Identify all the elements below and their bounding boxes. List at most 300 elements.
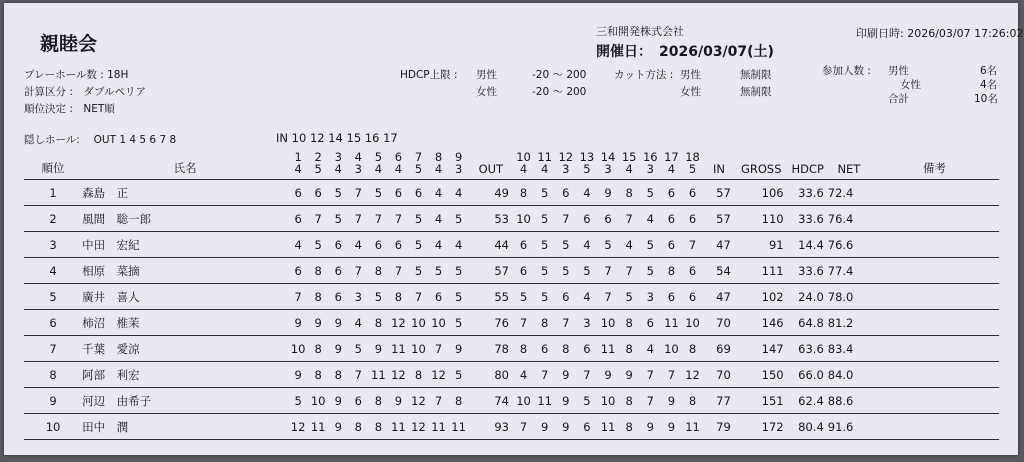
rank-cell: 1 bbox=[24, 180, 82, 206]
net-cell: 83.4 bbox=[828, 336, 870, 362]
hole-score: 6 bbox=[513, 232, 534, 258]
gross-cell: 110 bbox=[735, 206, 788, 232]
hole-header-8 bbox=[429, 150, 449, 180]
hole-score: 5 bbox=[640, 180, 661, 206]
hole-number: 17 bbox=[664, 150, 679, 164]
hole-header-13 bbox=[576, 150, 597, 180]
hole-score: 11 bbox=[388, 414, 408, 440]
hole-score: 7 bbox=[682, 232, 703, 258]
out-total: 44 bbox=[469, 232, 513, 258]
hole-score: 7 bbox=[429, 388, 449, 414]
in-header: IN bbox=[703, 150, 735, 180]
hole-score: 6 bbox=[598, 206, 619, 232]
name-cell: 阿部 利宏 bbox=[82, 362, 288, 388]
hole-par: 5 bbox=[583, 162, 591, 176]
hole-par: 3 bbox=[454, 162, 463, 176]
hole-score: 7 bbox=[408, 284, 428, 310]
name-cell: 田中 潤 bbox=[82, 414, 288, 440]
hole-par: 3 bbox=[562, 162, 570, 176]
net-cell: 84.0 bbox=[828, 362, 870, 388]
name-cell: 廣井 喜人 bbox=[82, 284, 288, 310]
hole-score: 7 bbox=[348, 180, 368, 206]
gross-header: GROSS bbox=[735, 150, 788, 180]
hole-score: 9 bbox=[328, 336, 348, 362]
notes-cell bbox=[870, 310, 999, 336]
hole-score: 9 bbox=[555, 362, 576, 388]
hole-score: 12 bbox=[682, 362, 703, 388]
hole-header-6 bbox=[388, 150, 408, 180]
hole-score: 5 bbox=[429, 258, 449, 284]
hole-score: 4 bbox=[429, 206, 449, 232]
in-total: 57 bbox=[703, 180, 735, 206]
hole-score: 5 bbox=[408, 258, 428, 284]
hole-number: 6 bbox=[394, 150, 403, 164]
hdcp-cell: 24.0 bbox=[788, 284, 828, 310]
name-cell: 柿沼 椎茉 bbox=[82, 310, 288, 336]
name-cell: 風間 聡一郎 bbox=[82, 206, 288, 232]
male-count: 6名 bbox=[980, 65, 998, 77]
hole-score: 7 bbox=[388, 206, 408, 232]
hole-score: 6 bbox=[513, 258, 534, 284]
hole-score: 4 bbox=[576, 232, 597, 258]
table-row bbox=[24, 388, 999, 414]
hole-header-16 bbox=[640, 150, 661, 180]
hole-par: 3 bbox=[604, 162, 612, 176]
table-row bbox=[24, 362, 999, 388]
hole-par: 4 bbox=[394, 162, 403, 176]
hole-score: 7 bbox=[368, 206, 388, 232]
name-cell: 河辺 由希子 bbox=[82, 388, 288, 414]
hole-score: 6 bbox=[288, 180, 308, 206]
gross-cell: 91 bbox=[735, 232, 788, 258]
hole-score: 8 bbox=[449, 388, 469, 414]
hole-header-11 bbox=[534, 150, 555, 180]
hole-score: 5 bbox=[368, 180, 388, 206]
rank-cell: 7 bbox=[24, 336, 82, 362]
table-row bbox=[24, 180, 999, 206]
hole-score: 9 bbox=[661, 414, 682, 440]
gross-cell: 102 bbox=[735, 284, 788, 310]
out-total: 74 bbox=[469, 388, 513, 414]
name-cell: 森島 正 bbox=[82, 180, 288, 206]
hole-score: 7 bbox=[308, 206, 328, 232]
participants-label: 参加人数 : bbox=[822, 65, 871, 77]
hole-score: 6 bbox=[288, 258, 308, 284]
cut-female-label: 女性 bbox=[680, 86, 701, 98]
hole-header-4 bbox=[348, 150, 368, 180]
net-cell: 88.6 bbox=[828, 388, 870, 414]
hole-score: 6 bbox=[348, 388, 368, 414]
in-total: 70 bbox=[703, 310, 735, 336]
hole-score: 8 bbox=[308, 284, 328, 310]
hole-score: 5 bbox=[534, 284, 555, 310]
net-cell: 91.6 bbox=[828, 414, 870, 440]
hdcp-cell: 64.8 bbox=[788, 310, 828, 336]
hole-score: 5 bbox=[449, 258, 469, 284]
rank-header: 順位 bbox=[24, 150, 82, 180]
hole-score: 6 bbox=[555, 180, 576, 206]
hole-score: 6 bbox=[661, 284, 682, 310]
rank-cell: 10 bbox=[24, 414, 82, 440]
hole-score: 8 bbox=[619, 388, 640, 414]
hole-score: 4 bbox=[429, 180, 449, 206]
rank-cell: 4 bbox=[24, 258, 82, 284]
rank-cell: 8 bbox=[24, 362, 82, 388]
hole-par: 4 bbox=[625, 162, 633, 176]
hole-score: 6 bbox=[308, 180, 328, 206]
hole-score: 11 bbox=[388, 336, 408, 362]
out-total: 80 bbox=[469, 362, 513, 388]
hole-header-7 bbox=[408, 150, 428, 180]
name-header: 氏名 bbox=[82, 150, 288, 180]
hole-par: 3 bbox=[354, 162, 362, 176]
hole-score: 11 bbox=[534, 388, 555, 414]
hole-score: 6 bbox=[534, 336, 555, 362]
hole-score: 6 bbox=[388, 180, 408, 206]
hole-score: 5 bbox=[619, 284, 640, 310]
hole-header-5 bbox=[368, 150, 388, 180]
cut-male-value: 無制限 bbox=[740, 69, 772, 81]
hole-score: 3 bbox=[640, 284, 661, 310]
male-label: 男性 bbox=[888, 65, 909, 77]
rank-cell: 5 bbox=[24, 284, 82, 310]
hole-number: 16 bbox=[642, 150, 658, 164]
hole-score: 9 bbox=[619, 362, 640, 388]
notes-header: 備考 bbox=[870, 150, 999, 180]
hole-score: 6 bbox=[328, 258, 348, 284]
hole-score: 4 bbox=[640, 336, 661, 362]
hole-score: 10 bbox=[408, 336, 428, 362]
document-title: 親睦会 bbox=[40, 33, 98, 55]
gross-cell: 147 bbox=[735, 336, 788, 362]
hole-score: 8 bbox=[328, 362, 348, 388]
gross-cell: 146 bbox=[735, 310, 788, 336]
in-total: 79 bbox=[703, 414, 735, 440]
rank-cell: 2 bbox=[24, 206, 82, 232]
hole-score: 9 bbox=[368, 336, 388, 362]
hole-score: 8 bbox=[368, 258, 388, 284]
hdcp-label: HDCP上限 : bbox=[400, 69, 458, 81]
hole-score: 5 bbox=[449, 310, 469, 336]
hole-score: 4 bbox=[576, 180, 597, 206]
hole-score: 6 bbox=[555, 284, 576, 310]
hole-header-9 bbox=[449, 150, 469, 180]
table-row bbox=[24, 336, 999, 362]
hole-header-15 bbox=[619, 150, 640, 180]
hole-score: 11 bbox=[308, 414, 328, 440]
hole-score: 5 bbox=[308, 232, 328, 258]
hole-header-18 bbox=[682, 150, 703, 180]
notes-cell bbox=[870, 258, 999, 284]
score-sheet bbox=[4, 3, 1024, 455]
name-cell: 中田 宏紀 bbox=[82, 232, 288, 258]
hole-score: 7 bbox=[348, 362, 368, 388]
hdcp-cell: 33.6 bbox=[788, 206, 828, 232]
hole-header-14 bbox=[598, 150, 619, 180]
table-row bbox=[24, 258, 999, 284]
out-total: 49 bbox=[469, 180, 513, 206]
table-row bbox=[24, 284, 999, 310]
hole-score: 4 bbox=[449, 180, 469, 206]
notes-cell bbox=[870, 284, 999, 310]
in-total: 57 bbox=[703, 206, 735, 232]
hole-score: 6 bbox=[408, 180, 428, 206]
hole-par: 5 bbox=[688, 162, 697, 176]
female-label: 女性 bbox=[900, 79, 921, 91]
hole-score: 4 bbox=[288, 232, 308, 258]
hole-score: 12 bbox=[388, 362, 408, 388]
hole-par: 4 bbox=[434, 162, 443, 176]
hole-score: 10 bbox=[513, 388, 534, 414]
in-total: 70 bbox=[703, 362, 735, 388]
hole-score: 7 bbox=[513, 414, 534, 440]
hole-header-12 bbox=[555, 150, 576, 180]
net-header: NET bbox=[828, 150, 870, 180]
hole-score: 10 bbox=[598, 388, 619, 414]
hole-score: 11 bbox=[449, 414, 469, 440]
hole-score: 5 bbox=[534, 232, 555, 258]
hole-score: 12 bbox=[288, 414, 308, 440]
print-timestamp: 印刷日時: 2026/03/07 17:26:02 bbox=[856, 27, 1024, 40]
hole-score: 5 bbox=[368, 284, 388, 310]
out-total: 76 bbox=[469, 310, 513, 336]
hole-par: 4 bbox=[541, 162, 549, 176]
hole-score: 11 bbox=[429, 414, 449, 440]
table-row bbox=[24, 232, 999, 258]
hole-score: 5 bbox=[598, 232, 619, 258]
hole-score: 6 bbox=[328, 284, 348, 310]
notes-cell bbox=[870, 414, 999, 440]
play-holes: プレーホール数 : 18H bbox=[24, 69, 129, 81]
hole-score: 12 bbox=[408, 388, 428, 414]
hole-par: 4 bbox=[334, 162, 342, 176]
hole-par: 5 bbox=[314, 162, 322, 176]
hole-score: 6 bbox=[682, 258, 703, 284]
cut-male-label: 男性 bbox=[680, 69, 701, 81]
net-cell: 76.4 bbox=[828, 206, 870, 232]
hole-score: 7 bbox=[640, 362, 661, 388]
cut-label: カット方法 : bbox=[614, 69, 674, 81]
hole-score: 7 bbox=[661, 362, 682, 388]
hole-score: 8 bbox=[619, 336, 640, 362]
hole-score: 9 bbox=[288, 310, 308, 336]
hole-score: 5 bbox=[408, 232, 428, 258]
hole-score: 10 bbox=[288, 336, 308, 362]
hole-score: 9 bbox=[328, 388, 348, 414]
total-count: 10名 bbox=[974, 93, 998, 105]
hole-score: 5 bbox=[555, 258, 576, 284]
table-row bbox=[24, 310, 999, 336]
hole-score: 4 bbox=[449, 232, 469, 258]
hole-number: 10 bbox=[516, 150, 531, 164]
hole-score: 9 bbox=[661, 388, 682, 414]
hole-number: 4 bbox=[354, 150, 362, 164]
hole-score: 6 bbox=[682, 180, 703, 206]
in-total: 54 bbox=[703, 258, 735, 284]
hole-score: 8 bbox=[368, 310, 388, 336]
hole-score: 5 bbox=[534, 206, 555, 232]
hdcp-cell: 80.4 bbox=[788, 414, 828, 440]
net-cell: 81.2 bbox=[828, 310, 870, 336]
hole-score: 5 bbox=[348, 336, 368, 362]
hole-score: 9 bbox=[328, 414, 348, 440]
hdcp-female-range: -20 ～ 200 bbox=[532, 86, 587, 98]
hole-number: 12 bbox=[558, 150, 574, 164]
hole-score: 5 bbox=[449, 284, 469, 310]
calc-method: 計算区分 : ダブルペリア bbox=[24, 86, 146, 98]
hole-score: 8 bbox=[619, 310, 640, 336]
out-header: OUT bbox=[469, 150, 513, 180]
hole-score: 9 bbox=[534, 414, 555, 440]
hole-score: 11 bbox=[598, 414, 619, 440]
out-total: 93 bbox=[469, 414, 513, 440]
hidden-holes: 隠しホール: OUT 1 4 5 6 7 8 bbox=[24, 134, 177, 146]
hole-score: 4 bbox=[576, 284, 597, 310]
hole-score: 5 bbox=[534, 258, 555, 284]
hole-score: 7 bbox=[348, 258, 368, 284]
cut-female-value: 無制限 bbox=[740, 86, 772, 98]
hole-score: 12 bbox=[388, 310, 408, 336]
hole-score: 7 bbox=[429, 336, 449, 362]
hole-score: 3 bbox=[576, 310, 597, 336]
hole-score: 5 bbox=[449, 206, 469, 232]
gross-cell: 111 bbox=[735, 258, 788, 284]
hole-score: 11 bbox=[598, 336, 619, 362]
hole-score: 4 bbox=[429, 232, 449, 258]
hole-score: 6 bbox=[661, 232, 682, 258]
hole-score: 7 bbox=[640, 388, 661, 414]
notes-cell bbox=[870, 362, 999, 388]
hole-score: 8 bbox=[308, 362, 328, 388]
hdcp-header: HDCP bbox=[788, 150, 828, 180]
in-total: 47 bbox=[703, 232, 735, 258]
hole-score: 7 bbox=[348, 206, 368, 232]
hdcp-male-label: 男性 bbox=[476, 69, 497, 81]
in-total: 77 bbox=[703, 388, 735, 414]
hole-score: 8 bbox=[682, 336, 703, 362]
rank-rule: 順位決定 : NET順 bbox=[24, 103, 115, 115]
hole-score: 4 bbox=[348, 232, 368, 258]
hole-score: 7 bbox=[513, 310, 534, 336]
hole-score: 9 bbox=[598, 362, 619, 388]
hole-score: 10 bbox=[682, 310, 703, 336]
net-cell: 76.6 bbox=[828, 232, 870, 258]
hole-score: 10 bbox=[661, 336, 682, 362]
hole-score: 7 bbox=[555, 310, 576, 336]
hole-score: 9 bbox=[288, 362, 308, 388]
hole-par: 4 bbox=[294, 162, 302, 176]
hole-number: 9 bbox=[454, 150, 463, 164]
hole-par: 3 bbox=[646, 162, 654, 176]
hole-header-3 bbox=[328, 150, 348, 180]
hole-header-1 bbox=[288, 150, 308, 180]
hdcp-cell: 63.6 bbox=[788, 336, 828, 362]
hole-number: 8 bbox=[434, 150, 443, 164]
hdcp-male-range: -20 ～ 200 bbox=[532, 69, 587, 81]
hole-par: 4 bbox=[519, 162, 528, 176]
hole-score: 8 bbox=[388, 284, 408, 310]
female-count: 4名 bbox=[980, 79, 998, 91]
net-cell: 78.0 bbox=[828, 284, 870, 310]
hole-score: 8 bbox=[534, 310, 555, 336]
hole-score: 8 bbox=[513, 336, 534, 362]
hole-score: 6 bbox=[640, 310, 661, 336]
gross-cell: 106 bbox=[735, 180, 788, 206]
hole-score: 9 bbox=[598, 180, 619, 206]
hole-score: 7 bbox=[288, 284, 308, 310]
gross-cell: 151 bbox=[735, 388, 788, 414]
hole-header-17 bbox=[661, 150, 682, 180]
hole-score: 8 bbox=[619, 180, 640, 206]
hole-score: 8 bbox=[368, 388, 388, 414]
hole-score: 7 bbox=[388, 258, 408, 284]
hole-number: 1 bbox=[294, 150, 302, 164]
hole-score: 7 bbox=[576, 362, 597, 388]
hole-number: 14 bbox=[600, 150, 616, 164]
out-total: 57 bbox=[469, 258, 513, 284]
hole-score: 7 bbox=[555, 206, 576, 232]
hdcp-female-label: 女性 bbox=[476, 86, 497, 98]
hole-score: 8 bbox=[308, 336, 328, 362]
hole-score: 9 bbox=[555, 414, 576, 440]
hole-score: 8 bbox=[619, 414, 640, 440]
hole-score: 6 bbox=[388, 232, 408, 258]
notes-cell bbox=[870, 206, 999, 232]
hole-score: 5 bbox=[576, 388, 597, 414]
hole-score: 12 bbox=[429, 362, 449, 388]
hdcp-cell: 62.4 bbox=[788, 388, 828, 414]
hole-score: 5 bbox=[640, 258, 661, 284]
hole-score: 9 bbox=[640, 414, 661, 440]
name-cell: 相原 菜摘 bbox=[82, 258, 288, 284]
gross-cell: 172 bbox=[735, 414, 788, 440]
hole-score: 11 bbox=[661, 310, 682, 336]
hole-score: 4 bbox=[513, 362, 534, 388]
hole-score: 10 bbox=[408, 310, 428, 336]
hole-score: 5 bbox=[328, 180, 348, 206]
hole-score: 7 bbox=[619, 206, 640, 232]
hole-score: 8 bbox=[661, 258, 682, 284]
net-cell: 77.4 bbox=[828, 258, 870, 284]
hole-score: 5 bbox=[534, 180, 555, 206]
hole-score: 10 bbox=[598, 310, 619, 336]
hole-score: 9 bbox=[328, 310, 348, 336]
hole-score: 4 bbox=[640, 206, 661, 232]
in-total: 69 bbox=[703, 336, 735, 362]
notes-cell bbox=[870, 336, 999, 362]
hole-number: 13 bbox=[579, 150, 595, 164]
hole-number: 5 bbox=[374, 150, 383, 164]
hole-score: 10 bbox=[513, 206, 534, 232]
hole-score: 10 bbox=[308, 388, 328, 414]
hole-par: 4 bbox=[374, 162, 383, 176]
hole-score: 5 bbox=[288, 388, 308, 414]
hole-score: 7 bbox=[534, 362, 555, 388]
hole-score: 10 bbox=[429, 310, 449, 336]
hole-par: 5 bbox=[414, 162, 423, 176]
total-label: 合計 bbox=[888, 93, 909, 105]
hole-score: 6 bbox=[576, 206, 597, 232]
event-date: 開催日： 2026/03/07(土) bbox=[596, 44, 774, 60]
hole-score: 6 bbox=[682, 284, 703, 310]
hole-score: 8 bbox=[368, 414, 388, 440]
hole-score: 8 bbox=[348, 414, 368, 440]
hole-score: 6 bbox=[368, 232, 388, 258]
hole-score: 4 bbox=[348, 310, 368, 336]
gross-cell: 150 bbox=[735, 362, 788, 388]
score-table bbox=[24, 150, 999, 440]
hole-score: 5 bbox=[513, 284, 534, 310]
